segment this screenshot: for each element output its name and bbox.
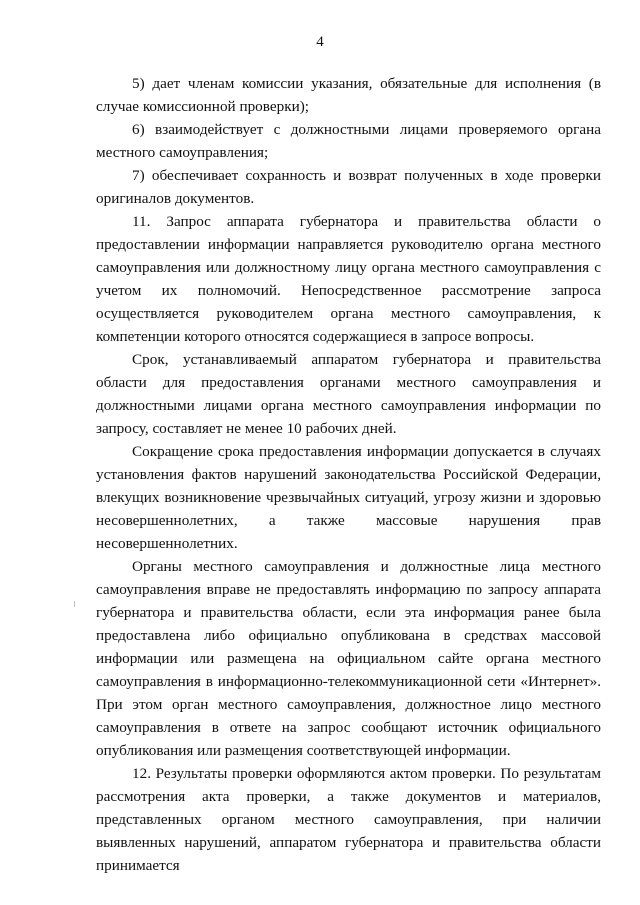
paragraph-deadline: Срок, устанавливаемый аппаратом губернатора и правительства области для предоставления органами местного самоуправления и должностными лицами органа местного самоуправления информации по запросу, составляет не менее 10 рабочих дней. — [96, 351, 601, 437]
paragraph-exemption: Органы местного самоуправления и должностные лица местного самоуправления вправе не предоставлять информацию по запросу аппарата губернатора и правительства области, если эта информация ранее была предоставлена либо официально опубликована в средствах массовой информации или размещена на официальном сайте органа местного самоуправления в информационно-телекоммуникационной сети «Интернет». При этом орган местного самоуправления, должностное лицо местного самоуправления в ответе на запрос сообщают источник официального опубликования или размещения соответствующей информации. — [96, 558, 601, 759]
paragraph-item-5: 5) дает членам комиссии указания, обязательные для исполнения (в случае комиссионной проверки); — [96, 75, 601, 115]
paragraph-deadline-reduction: Сокращение срока предоставления информации допускается в случаях установления фактов нарушений законодательства Российской Федерации, влекущих возникновение чрезвычайных ситуаций, угрозу жизни и здоровью несовершеннолетних, а также массовые нарушения прав несовершеннолетних. — [96, 443, 601, 552]
page-number: 4 — [316, 34, 324, 50]
paragraph-item-6: 6) взаимодействует с должностными лицами проверяемого органа местного самоуправления; — [96, 121, 601, 161]
margin-mark — [74, 601, 75, 607]
paragraph-section-12: 12. Результаты проверки оформляются актом проверки. По результатам рассмотрения акта проверки, а также документов и материалов, представленных органом местного самоуправления, при наличии выявленных нарушений, аппаратом губернатора и правительства области принимается — [96, 765, 601, 874]
paragraph-section-11: 11. Запрос аппарата губернатора и правительства области о предоставлении информации направляется руководителю органа местного самоуправления или должностному лицу органа местного самоуправления с учетом их полномочий. Непосредственное рассмотрение запроса осуществляется руководителем органа местного самоуправления, к компетенции которого относятся содержащиеся в запросе вопросы. — [96, 213, 601, 345]
document-body — [96, 72, 601, 877]
paragraph-item-7: 7) обеспечивает сохранность и возврат полученных в ходе проверки оригиналов документов. — [96, 167, 601, 207]
